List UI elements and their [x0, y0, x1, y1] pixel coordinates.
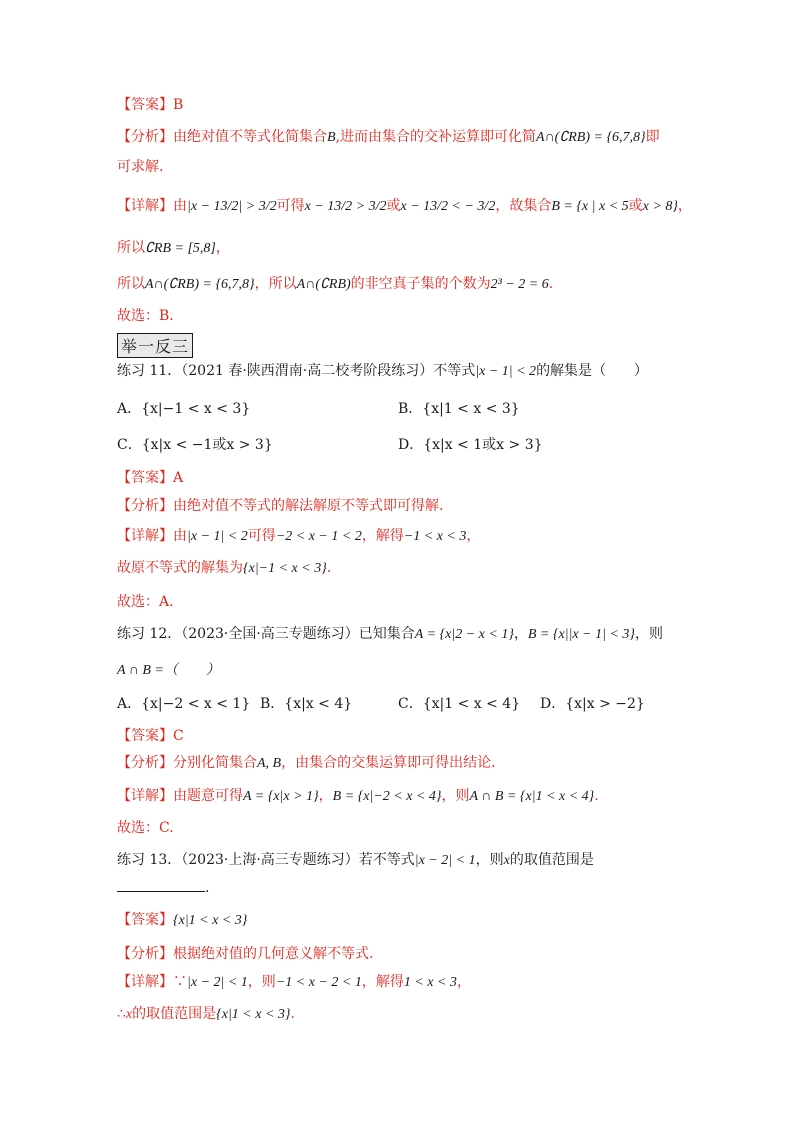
detail-label: 【详解】 — [117, 528, 173, 544]
answer-line-1 — [117, 95, 183, 115]
math-expression: |x − 1| < 2 — [475, 364, 537, 379]
math-expression: −1 < x < 3 — [403, 529, 467, 544]
detail-text: ， — [466, 528, 481, 544]
q13-answer — [117, 910, 247, 931]
q13-detail-line-1 — [117, 972, 471, 993]
detail-text: 可得 — [276, 198, 305, 214]
analysis-text: ,进而由集合的交补运算即可化简 — [335, 129, 537, 145]
detail-text: ， — [677, 198, 692, 214]
math-expression: A∩(∁RB) — [296, 277, 351, 292]
answer-label: 【答案】 — [117, 728, 173, 744]
detail-line-3 — [117, 274, 553, 295]
detail-text: . — [290, 1006, 295, 1022]
q11-detail-line-2 — [117, 558, 331, 579]
question-text: ， — [513, 626, 528, 642]
detail-text: 所以 — [117, 240, 145, 256]
math-expression: {x|1 < x < 3} — [216, 1007, 291, 1022]
detail-line-2 — [117, 238, 230, 259]
math-expression: A, B — [257, 756, 282, 771]
math-expression: −1 < x − 2 < 1 — [275, 975, 362, 990]
detail-line-1 — [117, 196, 692, 217]
math-expression: A∩(∁RB) = {6,7,8} — [145, 277, 255, 292]
detail-text: ，解得 — [361, 974, 404, 990]
math-expression: A = {x|x > 1} — [243, 789, 319, 804]
math-expression: {x|−1 < x < 3} — [243, 561, 327, 576]
detail-text: ，所以 — [254, 276, 297, 292]
math-expression: 1 < x < 3 — [403, 975, 457, 990]
q13-analysis — [117, 944, 373, 964]
question-text: 练习 11．（2021 春·陕西渭南·高二校考阶段练习）不等式 — [117, 363, 476, 379]
detail-label: 【详解】 — [117, 198, 173, 214]
math-expression: A ∩ B =（ ） — [117, 663, 220, 678]
detail-text: 所以 — [117, 276, 145, 292]
detail-text: ， — [215, 240, 230, 256]
detail-text: ，故集合 — [495, 198, 552, 214]
q12-detail — [117, 786, 599, 807]
math-variable: x — [125, 1007, 133, 1022]
math-expression: 2³ − 2 = 6 — [490, 277, 549, 292]
q12-analysis — [117, 753, 496, 774]
analysis-text: ，由集合的交集运算即可得出结论. — [281, 755, 496, 771]
math-expression: B = {x | x < 5 — [551, 199, 629, 214]
answer-value: A — [173, 470, 184, 486]
detail-text: . — [594, 788, 599, 804]
math-expression: |x − 13/2| > 3/2 — [187, 199, 277, 214]
choose-line-1: 故选：B. — [117, 308, 174, 324]
detail-text: 由 — [173, 198, 187, 214]
question-text: 练习 13．（2023·上海·高三专题练习）若不等式 — [117, 852, 415, 868]
detail-text: 的非空真子集的个数为 — [350, 276, 491, 292]
math-expression: A∩(∁RB) = {6,7,8} — [536, 130, 646, 145]
analysis-text: 由绝对值不等式化简集合 — [173, 129, 327, 145]
q12-stem — [117, 624, 663, 645]
question-text: 的解集是（ ） — [536, 363, 649, 379]
answer-label: 【答案】 — [117, 97, 173, 113]
q11-answer — [117, 468, 183, 488]
detail-text: 由 — [173, 528, 187, 544]
q11-option-c: C．{x|x < −1或x > 3} — [117, 437, 273, 453]
math-variable: x — [503, 853, 510, 868]
answer-value: B — [173, 97, 184, 113]
answer-value: {x|1 < x < 3} — [173, 913, 248, 928]
q12-option-c: C．{x|1 < x < 4} — [398, 696, 521, 712]
q11-choose: 故选：A. — [117, 594, 174, 610]
math-expression: A = {x|2 − x < 1} — [414, 627, 514, 642]
question-text: ，则 — [635, 626, 663, 642]
q11-stem — [117, 361, 648, 382]
detail-text: ，则 — [247, 974, 276, 990]
detail-text: ，解得 — [361, 528, 404, 544]
detail-text: 可得 — [247, 528, 276, 544]
analysis-label: 【分析】 — [117, 946, 173, 962]
math-expression: B = {x||x − 1| < 3} — [527, 627, 635, 642]
analysis-label: 【分析】 — [117, 755, 173, 771]
math-expression: x − 13/2 > 3/2 — [304, 199, 387, 214]
detail-text: ∴ — [117, 1006, 126, 1022]
detail-text: ， — [318, 788, 333, 804]
analysis-label: 【分析】 — [117, 498, 173, 514]
question-text: ，则 — [475, 852, 504, 868]
detail-text: 故原不等式的解集为 — [117, 560, 243, 576]
math-expression: −2 < x − 1 < 2 — [275, 529, 362, 544]
analysis-text: 根据绝对值的几何意义解不等式. — [173, 946, 374, 962]
detail-label: 【详解】 — [117, 788, 173, 804]
q13-stem — [117, 850, 594, 871]
answer-label: 【答案】 — [117, 470, 173, 486]
q12-option-d: D．{x|x > −2} — [540, 696, 645, 712]
q12-option-a: A．{x|−2 < x < 1} — [117, 696, 251, 712]
q12-choose: 故选：C. — [117, 820, 174, 836]
math-set-b: B — [327, 130, 336, 145]
q13-detail-line-2 — [117, 1004, 295, 1025]
q12-stem-line-2 — [117, 660, 220, 681]
answer-blank[interactable] — [117, 891, 205, 892]
math-expression: A ∩ B = {x|1 < x < 4} — [469, 789, 595, 804]
detail-text: 的取值范围是 — [132, 1006, 217, 1022]
math-expression: x − 13/2 < − 3/2 — [400, 199, 496, 214]
detail-text: ，则 — [441, 788, 470, 804]
q11-option-b: B．{x|1 < x < 3} — [398, 401, 520, 417]
math-expression: |x − 1| < 2 — [187, 529, 248, 544]
analysis-text: 分别化简集合 — [173, 755, 257, 771]
analysis-text: 即 — [645, 129, 660, 145]
detail-text: 或 — [386, 198, 401, 214]
question-text: 的取值范围是 — [509, 852, 594, 868]
detail-text: ∵ — [173, 974, 187, 990]
q12-answer — [117, 726, 184, 746]
q13-blank-line — [117, 878, 209, 898]
math-expression: x > 8} — [642, 199, 678, 214]
q11-analysis — [117, 496, 443, 516]
analysis-line-1-cont: 可求解. — [117, 159, 164, 175]
detail-text: 由题意可得 — [173, 788, 243, 804]
section-title: 举一反三 — [117, 333, 193, 358]
analysis-text: 由绝对值不等式的解法解原不等式即可得解. — [173, 498, 444, 514]
math-expression: |x − 2| < 1 — [414, 853, 476, 868]
math-expression: B = {x|−2 < x < 4} — [332, 789, 442, 804]
math-expression: ∁RB = [5,8] — [145, 241, 216, 256]
math-expression: |x − 2| < 1 — [187, 975, 248, 990]
q11-option-a: A．{x|−1 < x < 3} — [117, 401, 251, 417]
detail-text: 或 — [628, 198, 643, 214]
analysis-label: 【分析】 — [117, 129, 173, 145]
answer-value: C — [173, 728, 184, 744]
detail-text: . — [326, 560, 332, 576]
q11-option-d: D．{x|x < 1或x > 3} — [398, 437, 543, 453]
detail-text: . — [548, 276, 554, 292]
detail-text: ， — [456, 974, 471, 990]
question-text: . — [205, 880, 210, 896]
detail-label: 【详解】 — [117, 974, 173, 990]
q11-detail-line-1 — [117, 526, 480, 547]
answer-label: 【答案】 — [117, 912, 173, 928]
analysis-line-1 — [117, 127, 660, 148]
q12-option-b: B．{x|x < 4} — [260, 696, 353, 712]
question-text: 练习 12．（2023·全国·高三专题练习）已知集合 — [117, 626, 415, 642]
